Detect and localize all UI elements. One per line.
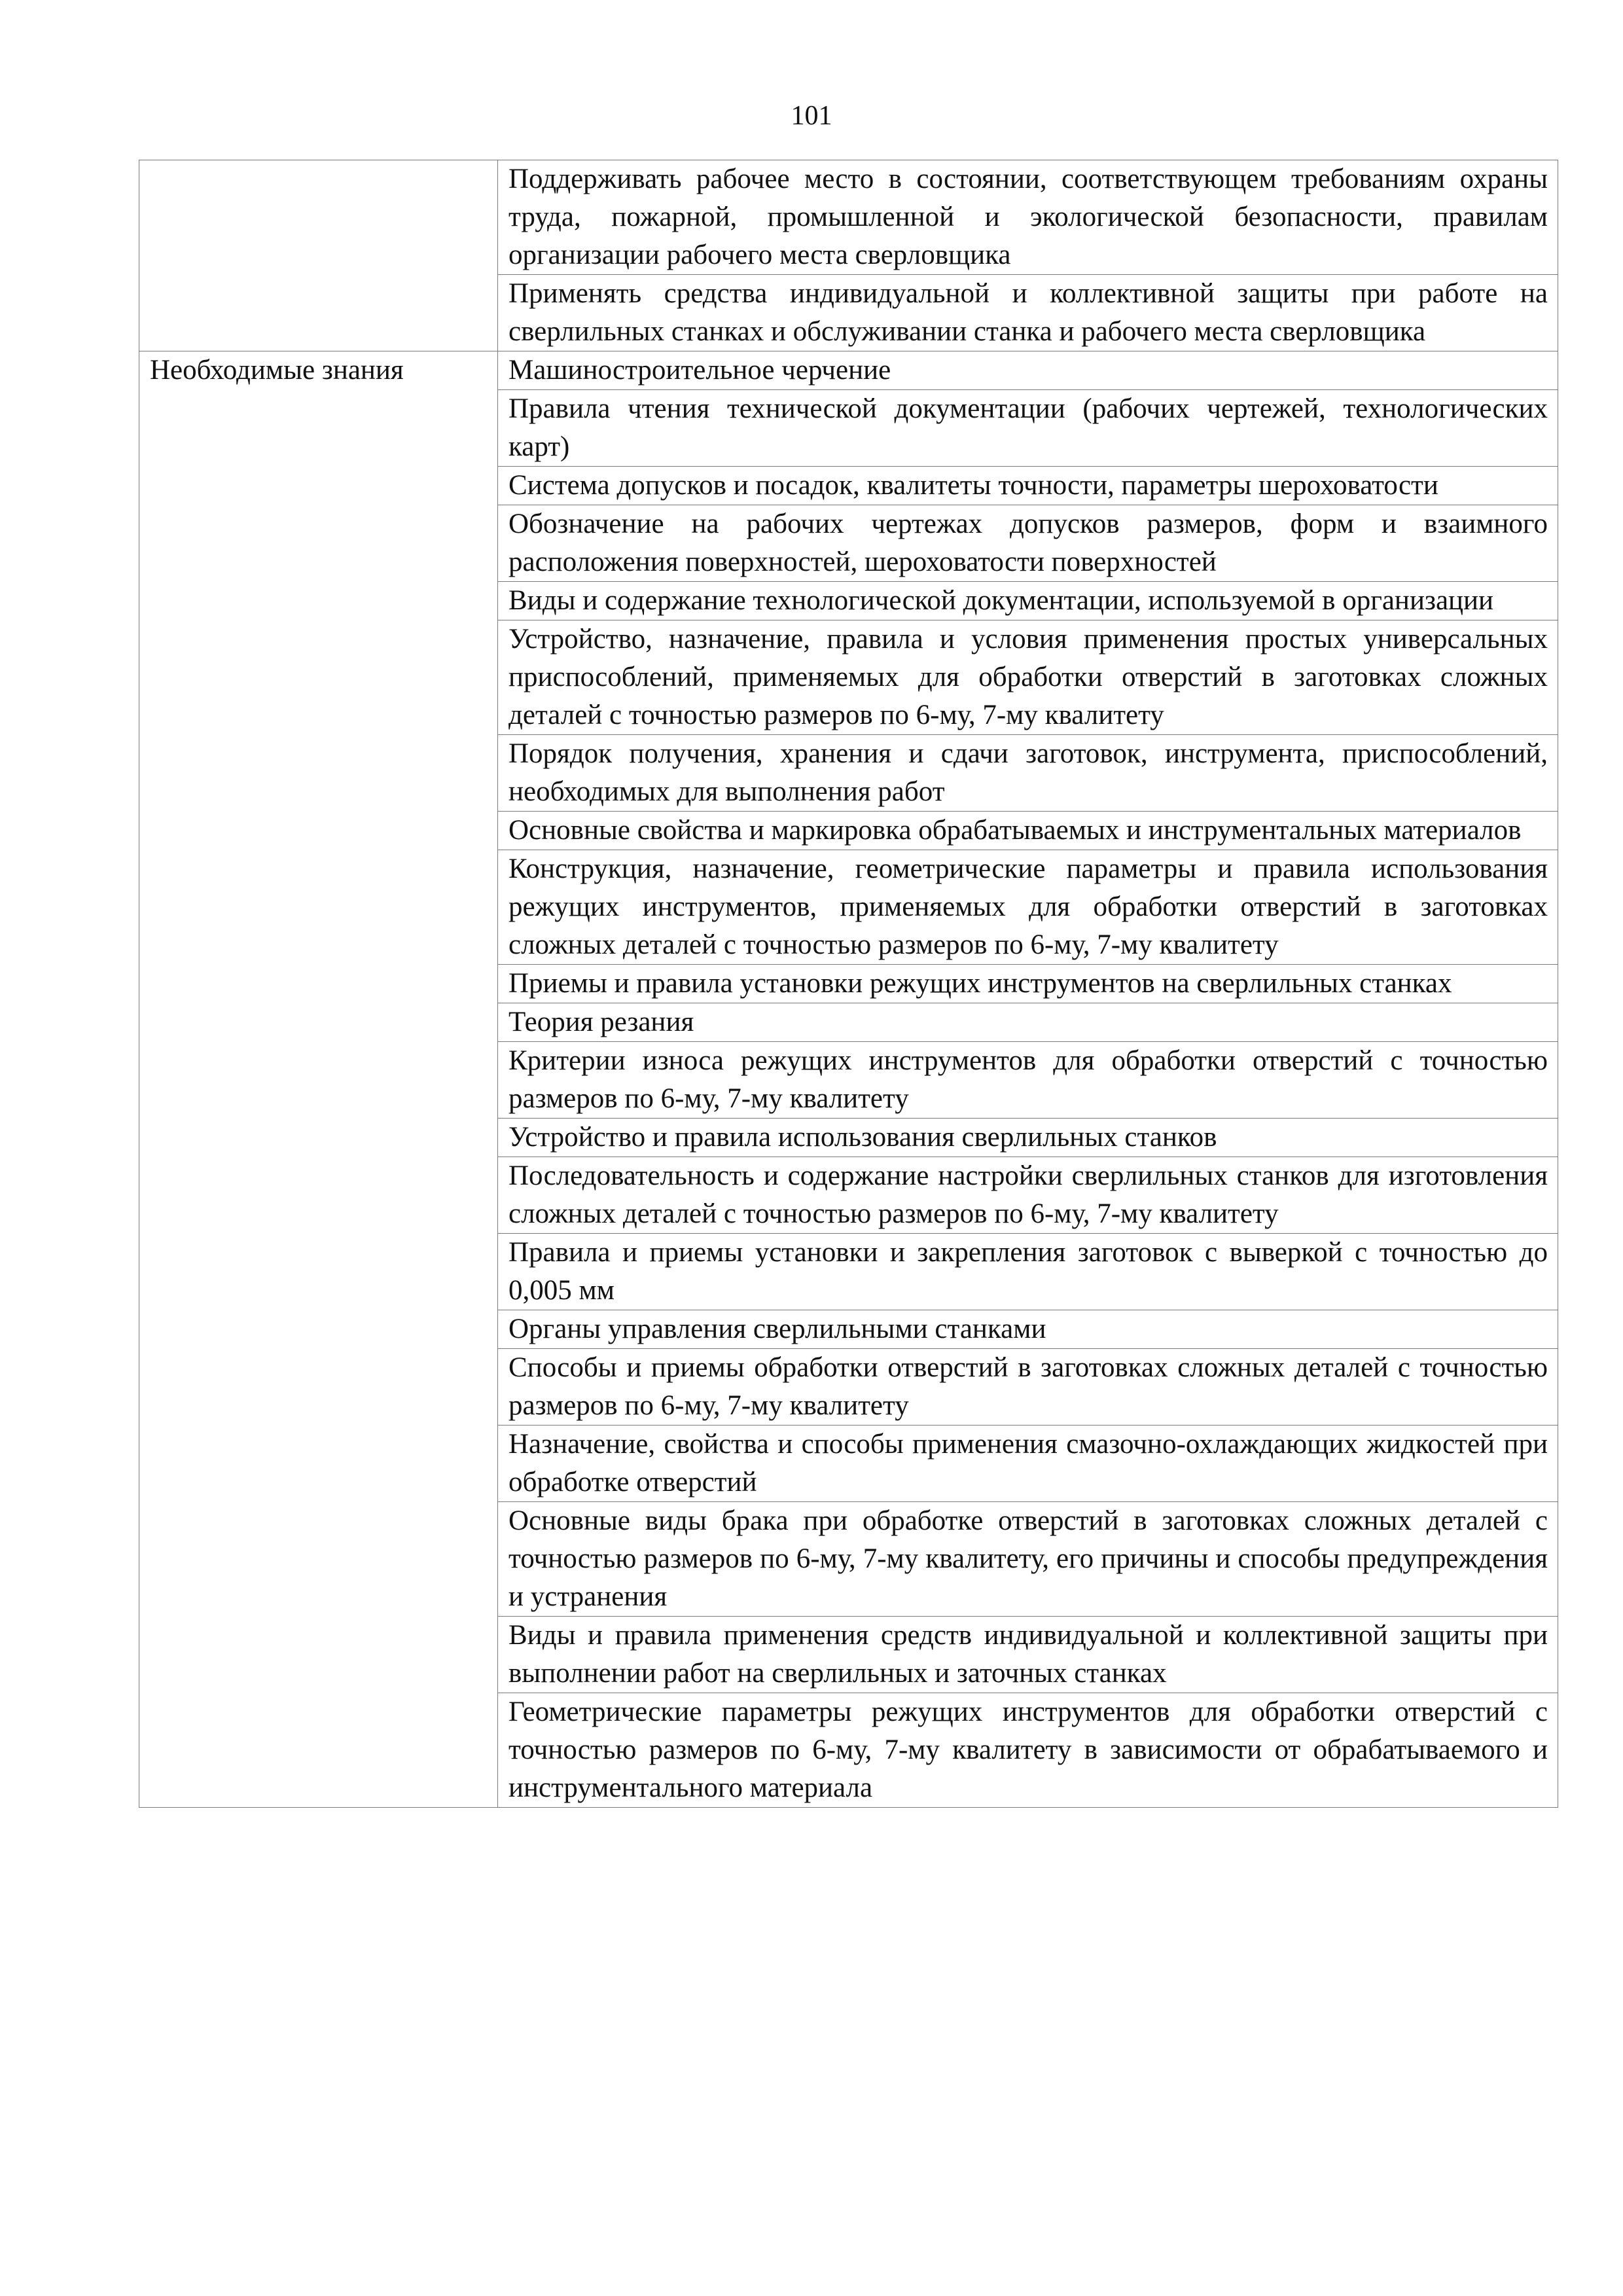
requirement-item-cell: Правила чтения технической документации (рабочих чертежей, технологических карт)	[498, 390, 1558, 467]
requirement-item-cell: Конструкция, назначение, геометрические параметры и правила использования режущих инструментов, применяемых для обработки отверстий в заготовках сложных деталей с точностью размеров по 6-му, 7-му квалитету	[498, 850, 1558, 965]
table-row	[139, 160, 1558, 275]
requirement-item-cell: Порядок получения, хранения и сдачи заготовок, инструмента, приспособлений, необходимых для выполнения работ	[498, 735, 1558, 812]
requirement-item-cell: Поддерживать рабочее место в состоянии, соответствующем требованиям охраны труда, пожарной, промышленной и экологической безопасности, правилам организации рабочего места сверловщика	[498, 160, 1558, 275]
requirement-item-cell: Критерии износа режущих инструментов для обработки отверстий с точностью размеров по 6-му, 7-му квалитету	[498, 1042, 1558, 1119]
requirement-item-cell: Приемы и правила установки режущих инструментов на сверлильных станках	[498, 965, 1558, 1003]
requirement-item-cell: Виды и содержание технологической документации, используемой в организации	[498, 582, 1558, 620]
requirement-item-cell: Геометрические параметры режущих инструментов для обработки отверстий с точностью размеров по 6-му, 7-му квалитету в зависимости от обрабатываемого и инструментального материала	[498, 1693, 1558, 1808]
requirement-item-cell: Назначение, свойства и способы применения смазочно-охлаждающих жидкостей при обработке отверстий	[498, 1426, 1558, 1502]
requirements-table-body	[139, 160, 1558, 1808]
requirement-item-cell: Виды и правила применения средств индивидуальной и коллективной защиты при выполнении работ на сверлильных и заточных станках	[498, 1617, 1558, 1693]
requirement-item-cell: Обозначение на рабочих чертежах допусков размеров, форм и взаимного расположения поверхностей, шероховатости поверхностей	[498, 505, 1558, 582]
requirement-item-cell: Органы управления сверлильными станками	[498, 1310, 1558, 1349]
requirement-item-cell: Система допусков и посадок, квалитеты точности, параметры шероховатости	[498, 467, 1558, 505]
requirement-item-cell: Правила и приемы установки и закрепления заготовок с выверкой с точностью до 0,005 мм	[498, 1234, 1558, 1310]
category-cell-empty	[139, 160, 498, 351]
page-number: 101	[791, 101, 832, 131]
requirement-item-cell: Основные виды брака при обработке отверстий в заготовках сложных деталей с точностью размеров по 6-му, 7-му квалитету, его причины и способы предупреждения и устранения	[498, 1502, 1558, 1617]
requirement-item-cell: Устройство и правила использования сверлильных станков	[498, 1119, 1558, 1157]
requirement-item-cell: Применять средства индивидуальной и коллективной защиты при работе на сверлильных станках и обслуживании станка и рабочего места сверловщика	[498, 275, 1558, 351]
table-row	[139, 351, 1558, 390]
category-label-cell: Необходимые знания	[139, 351, 498, 1808]
requirement-item-cell: Последовательность и содержание настройки сверлильных станков для изготовления сложных деталей с точностью размеров по 6-му, 7-му квалитету	[498, 1157, 1558, 1234]
requirement-item-cell: Теория резания	[498, 1003, 1558, 1042]
requirement-item-cell: Машиностроительное черчение	[498, 351, 1558, 390]
requirements-table	[139, 160, 1558, 1808]
requirement-item-cell: Способы и приемы обработки отверстий в заготовках сложных деталей с точностью размеров по 6-му, 7-му квалитету	[498, 1349, 1558, 1426]
requirement-item-cell: Устройство, назначение, правила и условия применения простых универсальных приспособлений, применяемых для обработки отверстий в заготовках сложных деталей с точностью размеров по 6-му, 7-му квалитету	[498, 620, 1558, 735]
requirement-item-cell: Основные свойства и маркировка обрабатываемых и инструментальных материалов	[498, 812, 1558, 850]
